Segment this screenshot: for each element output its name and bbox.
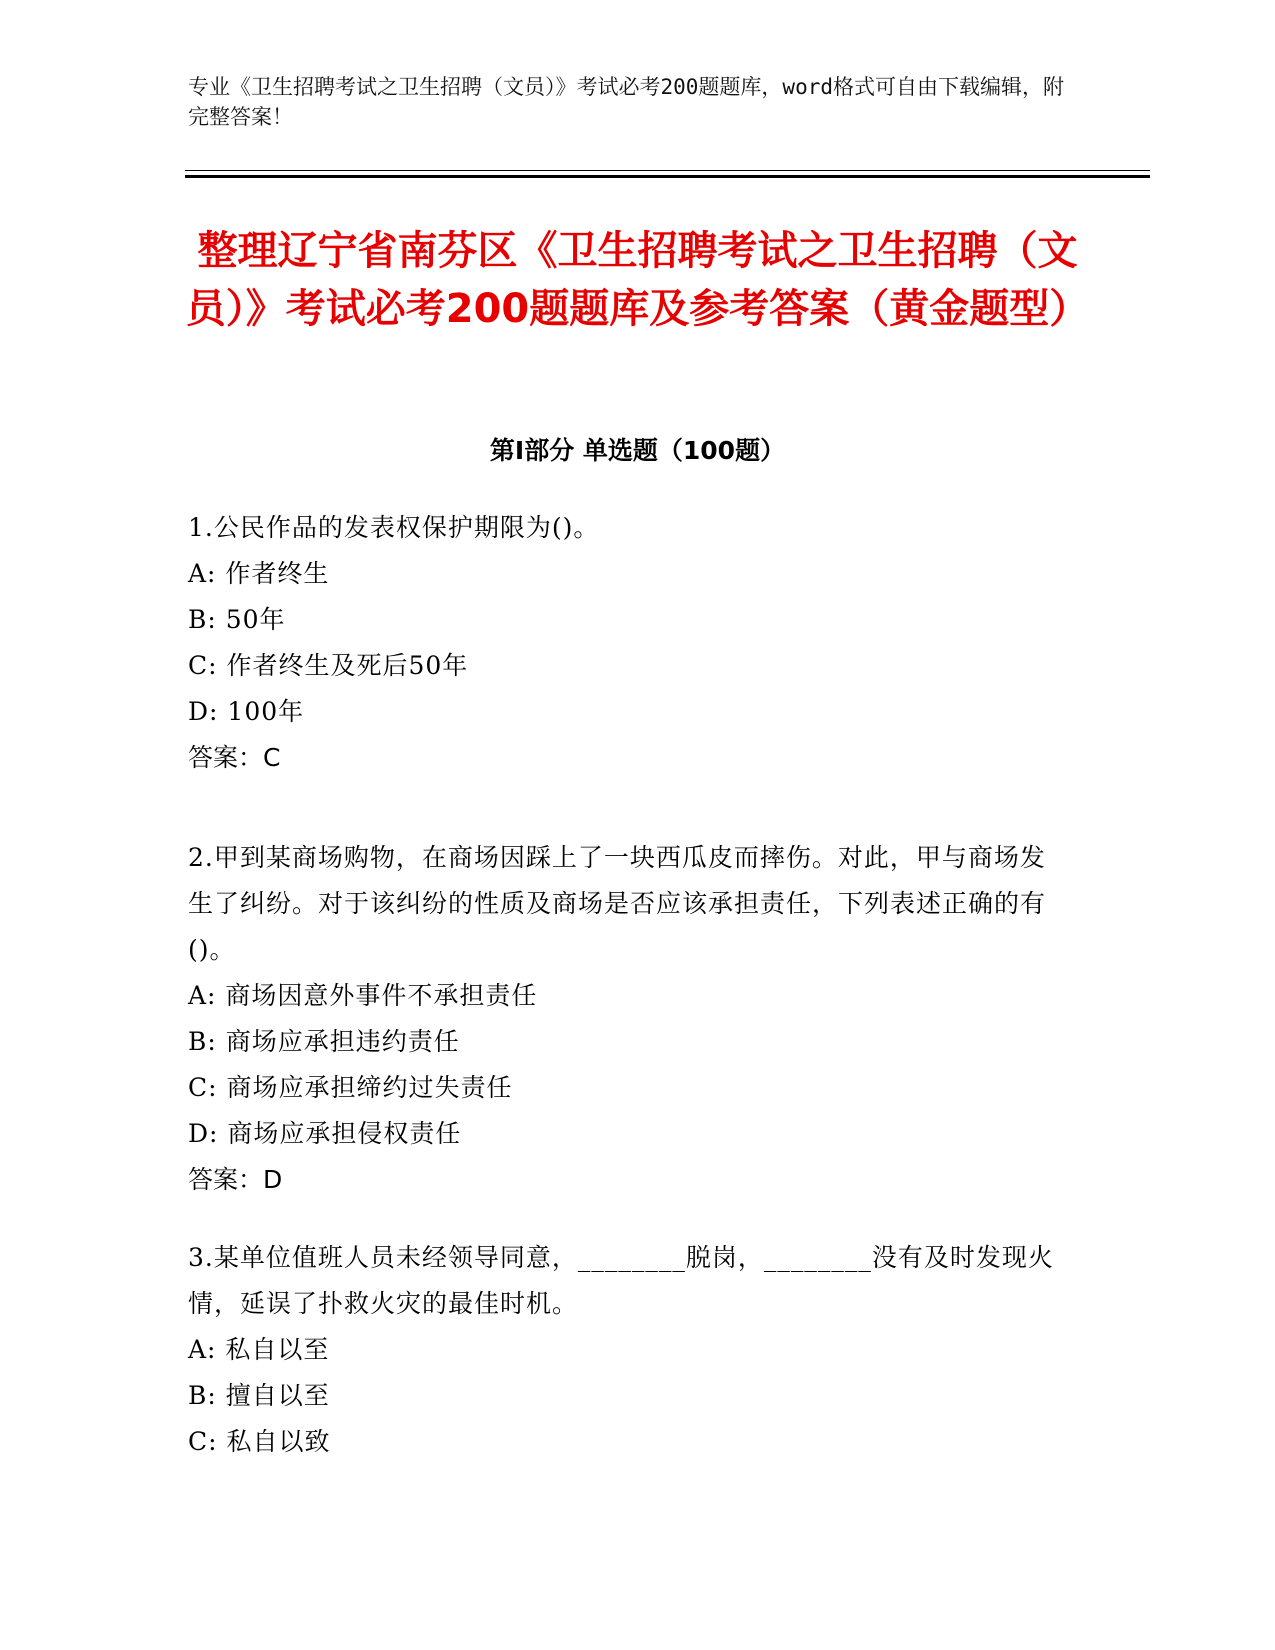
question-2	[188, 835, 1068, 1203]
answer: 答案：D	[188, 1165, 283, 1194]
question-3	[188, 1235, 1068, 1465]
option-c: C: 私自以致	[188, 1427, 331, 1456]
section-title: 第Ⅰ部分 单选题（100题）	[489, 436, 786, 465]
option-a: A: 作者终生	[188, 559, 330, 588]
header-divider-thin	[185, 170, 1150, 171]
option-a: A: 私自以至	[188, 1335, 330, 1364]
option-d: D: 100年	[188, 697, 305, 726]
answer: 答案：C	[188, 743, 281, 772]
option-b: B: 50年	[188, 605, 286, 634]
header-divider-thick	[185, 175, 1150, 178]
option-c: C: 商场应承担缔约过失责任	[188, 1073, 513, 1102]
option-b: B: 商场应承担违约责任	[188, 1027, 460, 1056]
option-d: D: 商场应承担侵权责任	[188, 1119, 462, 1148]
document-title: 整理辽宁省南芬区《卫生招聘考试之卫生招聘（文员）》考试必考200题题库及参考答案（黄金题型）	[185, 228, 1090, 332]
question-stem: 1.公民作品的发表权保护期限为()。	[188, 513, 600, 542]
option-c: C: 作者终生及死后50年	[188, 651, 469, 680]
option-b: B: 擅自以至	[188, 1381, 330, 1410]
question-stem: 3.某单位值班人员未经领导同意，________脱岗，________没有及时发现火情，延误了扑救火灾的最佳时机。	[188, 1243, 1054, 1318]
question-1	[188, 505, 1068, 781]
header-note: 专业《卫生招聘考试之卫生招聘（文员）》考试必考200题题库，word格式可自由下载编辑，附完整答案！	[188, 75, 1064, 129]
option-a: A: 商场因意外事件不承担责任	[188, 981, 538, 1010]
question-stem: 2.甲到某商场购物，在商场因踩上了一块西瓜皮而摔伤。对此，甲与商场发生了纠纷。对于该纠纷的性质及商场是否应该承担责任，下列表述正确的有()。	[188, 843, 1047, 964]
